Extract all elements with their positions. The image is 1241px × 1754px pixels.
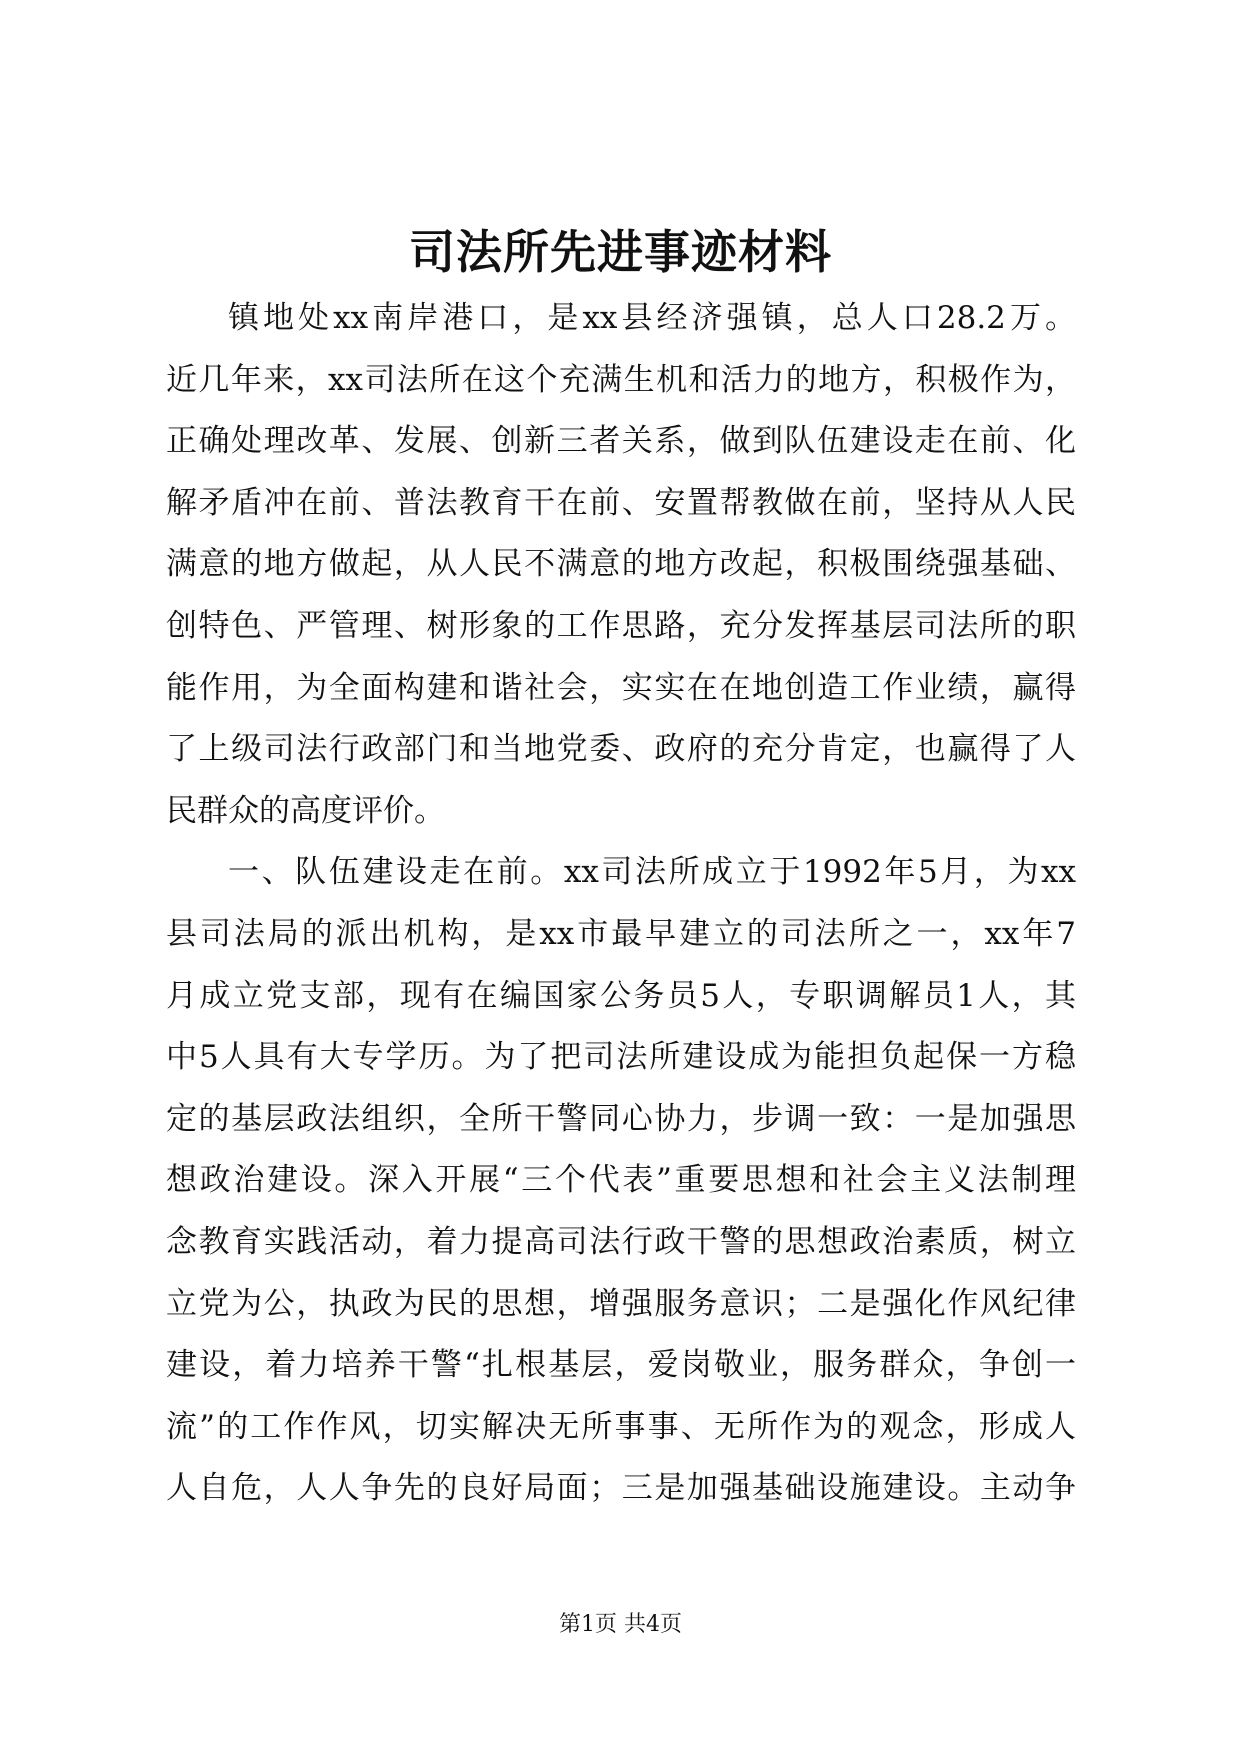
paragraph-2-line-8: 立党为公，执政为民的思想，增强服务意识；二是强化作风纪律 <box>166 1285 1076 1322</box>
paragraph-1-line-7: 能作用，为全面构建和谐社会，实实在在地创造工作业绩，赢得 <box>166 669 1076 706</box>
page-number-footer: 第1页 共4页 <box>559 1612 682 1637</box>
paragraph-2-line-11: 人自危，人人争先的良好局面；三是加强基础设施建设。主动争 <box>166 1470 1076 1507</box>
paragraph-1-line-5: 满意的地方做起，从人民不满意的地方改起，积极围绕强基础、 <box>166 546 1076 583</box>
paragraph-2-line-5: 定的基层政法组织，全所干警同心协力，步调一致：一是加强思 <box>166 1100 1076 1137</box>
paragraph-1-line-8: 了上级司法行政部门和当地党委、政府的充分肯定，也赢得了人 <box>166 731 1076 768</box>
paragraph-1-line-9: 民群众的高度评价。 <box>166 792 445 829</box>
paragraph-1-line-3: 正确处理改革、发展、创新三者关系，做到队伍建设走在前、化 <box>166 423 1076 460</box>
paragraph-2-line-6: 想政治建设。深入开展“三个代表”重要思想和社会主义法制理 <box>166 1162 1076 1199</box>
document-title: 司法所先进事迹材料 <box>409 225 832 279</box>
paragraph-2-line-10: 流”的工作作风，切实解决无所事事、无所作为的观念，形成人 <box>166 1408 1076 1445</box>
paragraph-1-line-4: 解矛盾冲在前、普法教育干在前、安置帮教做在前，坚持从人民 <box>166 484 1076 521</box>
paragraph-2-line-9: 建设，着力培养干警“扎根基层，爱岗敬业，服务群众，争创一 <box>166 1347 1076 1384</box>
paragraph-1-line-2: 近几年来，xx司法所在这个充满生机和活力的地方，积极作为， <box>166 361 1076 398</box>
paragraph-2-line-7: 念教育实践活动，着力提高司法行政干警的思想政治素质，树立 <box>166 1223 1076 1260</box>
paragraph-2-line-3: 月成立党支部，现有在编国家公务员5人，专职调解员1人，其 <box>166 977 1076 1014</box>
paragraph-1-line-6: 创特色、严管理、树形象的工作思路，充分发挥基层司法所的职 <box>166 607 1076 644</box>
paragraph-2-line-1: 一、队伍建设走在前。xx司法所成立于1992年5月，为xx <box>228 854 1076 891</box>
document-body <box>166 288 1076 1520</box>
paragraph-2-line-4: 中5人具有大专学历。为了把司法所建设成为能担负起保一方稳 <box>166 1039 1076 1076</box>
paragraph-2-line-2: 县司法局的派出机构，是xx市最早建立的司法所之一，xx年7 <box>166 915 1076 952</box>
paragraph-1-line-1: 镇地处xx南岸港口，是xx县经济强镇，总人口28.2万。 <box>228 300 1076 336</box>
